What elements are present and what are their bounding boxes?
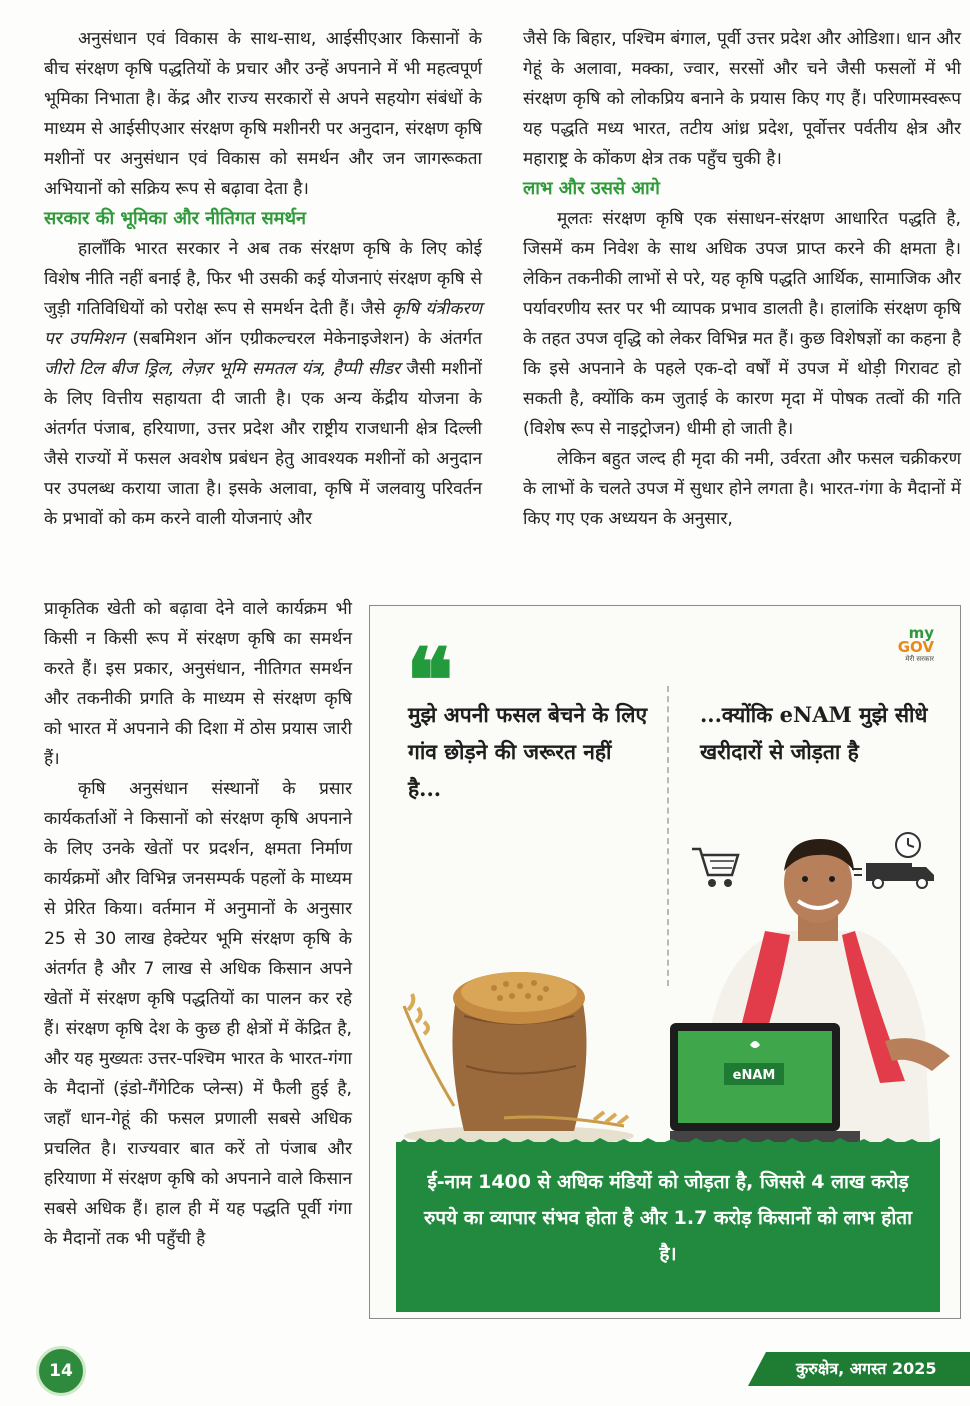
mygov-logo xyxy=(898,626,934,664)
right-column-paragraph: जैसे कि बिहार, पश्चिम बंगाल, पूर्वी उत्तर प्रदेश और ओडिशा। धान और गेहूं के अलावा, मक्का, ज्वार, सरसों और चने जैसी फसलों में भी संरक्षण कृषि को लोकप्रिय बनाने के प्रयास किए गए हैं। परिणामस्वरूप यह पद्धति मध्य भारत, तटीय आंध्र प्रदेश, पूर्वोत्तर पर्वतीय क्षेत्र और महाराष्ट्र के कोंकण क्षेत्र तक पहुँच चुकी है। xyxy=(523,29,961,169)
ad-left-quote: मुझे अपनी फसल बेचने के लिए गांव छोड़ने की जरूरत नहीं है... xyxy=(408,702,648,801)
left-column-top xyxy=(44,24,482,534)
quote-mark-icon: ❝ xyxy=(406,628,454,732)
farmer-with-laptop-illustration xyxy=(670,831,960,1143)
section1-text-b: (सबमिशन ऑन एग्रीकल्चरल मेकेनाइजेशन) के अंतर्गत xyxy=(124,329,482,349)
page-number-badge: 14 xyxy=(36,1346,86,1396)
mygov-logo-bottom: GOV xyxy=(897,638,934,656)
section1-italic-machines: जीरो टिल बीज ड्रिल, लेज़र भूमि समतल यंत्र, हैप्पी सीडर xyxy=(44,359,401,379)
section1-text-a: हालाँकि भारत सरकार ने अब तक संरक्षण कृषि के लिए कोई विशेष नीति नहीं बनाई है, फिर भी उसकी कई योजनाएं संरक्षण कृषि से जुड़ी गतिविधियों को परोक्ष रूप से समर्थन देती हैं। जैसे xyxy=(44,239,482,319)
ad-banner xyxy=(396,1142,940,1312)
section1-italic-scheme: कृषि यंत्रीकरण पर उपमिशन xyxy=(44,299,483,349)
section2-paragraph-2: लेकिन बहुत जल्द ही मृदा की नमी, उर्वरता और फसल चक्रीकरण के लाभों के चलते उपज में सुधार होने लगता है। भारत-गंगा के मैदानों में किए गए एक अध्ययन के अनुसार, xyxy=(523,449,961,529)
mygov-logo-top: my xyxy=(908,624,934,642)
section1-paragraph-1 xyxy=(44,234,482,534)
intro-paragraph: अनुसंधान एवं विकास के साथ-साथ, आईसीएआर किसानों के बीच संरक्षण कृषि पद्धतियों के प्रचार और उन्हें अपनाने में भी महत्वपूर्ण भूमिका निभाता है। केंद्र और राज्य सरकारों से अपने सहयोग संबंधों के माध्यम से आईसीएआर संरक्षण कृषि मशीनरी पर अनुदान, संरक्षण कृषि मशीनों पर अनुसंधान एवं विकास को समर्थन और जन जागरूकता अभियानों को सक्रिय रूप से बढ़ावा देता है। xyxy=(44,29,482,199)
left-column-bottom xyxy=(44,594,352,1254)
mygov-logo-subtitle: मेरी सरकार xyxy=(905,655,934,663)
section1-text-c: जैसी मशीनों के लिए वित्तीय सहायता दी जाती है। एक अन्य केंद्रीय योजना के अंतर्गत पंजाब, हरियाणा, उत्तर प्रदेश और राष्ट्रीय राजधानी क्षेत्र दिल्ली जैसे राज्यों में फसल अवशेष प्रबंधन हेतु आवश्यक मशीनों को अनुदान पर उपलब्ध कराया जाता है। इसके अलावा, कृषि में जलवायु परिवर्तन के प्रभावों को कम करने वाली योजनाएं और xyxy=(44,359,482,529)
section1-heading: सरकार की भूमिका और नीतिगत समर्थन xyxy=(44,208,306,229)
section1-paragraph-1-continued: प्राकृतिक खेती को बढ़ावा देने वाले कार्यक्रम भी किसी न किसी रूप में संरक्षण कृषि का समर्थन करते हैं। इस प्रकार, अनुसंधान, नीतिगत समर्थन और तकनीकी प्रगति के माध्यम से संरक्षण कृषि को भारत में अपनाने की दिशा में ठोस प्रयास जारी हैं। xyxy=(44,599,352,769)
enam-advertisement xyxy=(369,605,961,1319)
laptop-enam-label: eNAM xyxy=(732,1068,776,1083)
section1-paragraph-2: कृषि अनुसंधान संस्थानों के प्रसार कार्यकर्ताओं ने किसानों को संरक्षण कृषि अपनाने के लिए उनके खेतों पर प्रदर्शन, क्षमता निर्माण कार्यक्रमों और विभिन्न जनसम्पर्क पहलों के माध्यम से प्रेरित किया। वर्तमान में अनुमानों के अनुसार 25 से 30 लाख हेक्टेयर भूमि संरक्षण कृषि के अंतर्गत है और 7 लाख से अधिक किसान अपने खेतों में संरक्षण कृषि पद्धतियों का पालन कर रहे हैं। संरक्षण कृषि देश के कुछ ही क्षेत्रों में केंद्रित है, और यह मुख्यतः उत्तर-पश्चिम भारत के भारत-गंगा के मैदानों (इंडो-गैंगेटिक प्लेन्स) में फैली हुई है, जहाँ धान-गेहूं की फसल प्रणाली सबसे अधिक प्रचलित है। राज्यवार बात करें तो पंजाब और हरियाणा में संरक्षण कृषि को अपनाने वाले किसान सबसे अधिक हैं। हाल ही में यह पद्धति पूर्वी गंगा के मैदानों तक भी पहुँची है xyxy=(44,779,352,1249)
banner-torn-edge xyxy=(396,1136,940,1146)
grain-sack-illustration xyxy=(394,936,644,1146)
ad-divider xyxy=(667,686,669,986)
section2-paragraph-1: मूलतः संरक्षण कृषि एक संसाधन-संरक्षण आधारित पद्धति है, जिसमें कम निवेश के साथ अधिक उपज प्राप्त करने की क्षमता है। लेकिन तकनीकी लाभों से परे, यह कृषि पद्धति आर्थिक, सामाजिक और पर्यावरणीय स्तर पर भी व्यापक प्रभाव डालती है। हालांकि संरक्षण कृषि के तहत उपज वृद्धि को लेकर विभिन्न मत हैं। कुछ विशेषज्ञों का कहना है कि इसे अपनाने के पहले एक-दो वर्षों में उपज में थोड़ी गिरावट हो सकती है, क्योंकि कम जुताई के कारण मृदा में पोषक तत्वों की गति (विशेष रूप से नाइट्रोजन) धीमी हो जाती है। xyxy=(523,209,961,439)
section2-heading: लाभ और उससे आगे xyxy=(523,178,660,199)
magazine-issue-label: कुरुक्षेत्र, अगस्त 2025 xyxy=(796,1359,937,1378)
ad-right-quote: ...क्योंकि eNAM मुझे सीधे खरीदारों से जोड़ता है xyxy=(700,702,928,764)
ad-banner-text: ई-नाम 1400 से अधिक मंडियों को जोड़ता है, जिससे 4 लाख करोड़ रुपये का व्यापार संभव होता है और 1.7 करोड़ किसानों को लाभ होता है। xyxy=(423,1171,913,1265)
right-column xyxy=(523,24,961,534)
